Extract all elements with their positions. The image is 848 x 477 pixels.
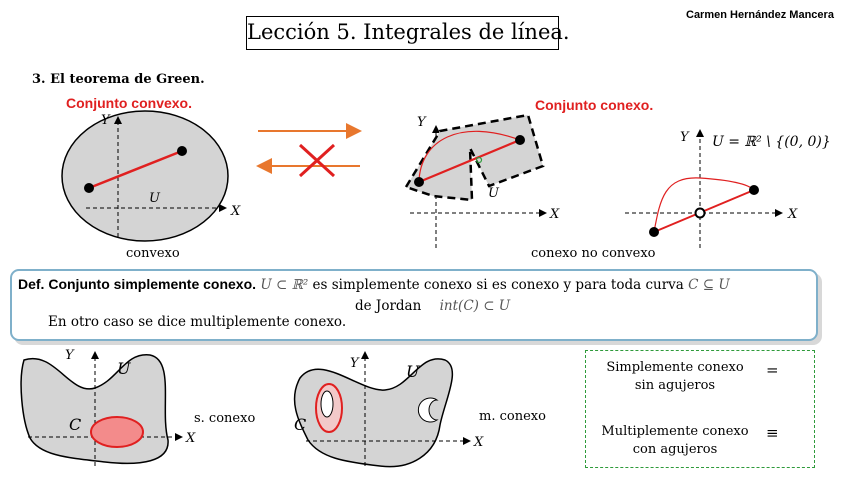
- connected-axis-x-label: X: [550, 207, 560, 222]
- connected-set-label: U: [488, 186, 499, 201]
- connected-figure: [406, 115, 546, 248]
- author-name: Carmen Hernández Mancera: [686, 9, 834, 21]
- multiple-set-label: U: [406, 362, 420, 381]
- connected-axis-y-label: Y: [417, 115, 426, 130]
- definition-text-rest: si es conexo y para toda curva: [476, 277, 684, 293]
- convex-point-a: [84, 183, 94, 193]
- simple-axis-y-label: Y: [65, 348, 74, 363]
- lesson-title: Lección 5. Integrales de línea.: [246, 16, 559, 50]
- punctured-point-a: [649, 227, 659, 237]
- convex-set-label: U: [149, 191, 160, 206]
- punctured-formula: U = ℝ² \ {(0, 0)}: [712, 134, 831, 150]
- convex-figure: [62, 111, 228, 241]
- punctured-point-b: [749, 185, 759, 195]
- convex-heading: Conjunto convexo.: [66, 95, 192, 111]
- definition-text-es: es: [312, 277, 328, 293]
- multiple-curve-label: C: [294, 415, 307, 434]
- hole-oval: [321, 391, 333, 417]
- connected-caption: conexo no convexo: [531, 246, 656, 261]
- simple-curve-c: [91, 417, 143, 447]
- summary-row1-symbol: =: [766, 361, 779, 379]
- definition-math-int: int(C) ⊂ U: [439, 298, 511, 314]
- punctured-curve: [654, 178, 754, 232]
- simple-axis-x-label: X: [186, 431, 196, 446]
- definition-math-c: C ⊆ U: [688, 277, 730, 293]
- convex-axis-y-label: Y: [101, 113, 110, 128]
- definition-line3-underlined: multiplemente conexo.: [190, 314, 347, 330]
- convex-point-b: [177, 146, 187, 156]
- definition-line3-prefix: En otro caso se dice: [48, 314, 186, 330]
- summary-row2-line1: Multiplemente conexo: [601, 424, 749, 439]
- summary-row2-symbol: ≡: [766, 424, 779, 442]
- summary-row-1: [590, 359, 760, 395]
- definition-line-1: [18, 276, 730, 293]
- punctured-axis-x-label: X: [788, 207, 798, 222]
- definition-underlined: simplemente conexo: [331, 277, 473, 293]
- multiple-caption: m. conexo: [479, 409, 546, 424]
- multiple-axis-x-label: X: [474, 435, 484, 450]
- simple-curve-label: C: [69, 415, 82, 434]
- punctured-axis-y-label: Y: [680, 130, 689, 145]
- convex-ellipse: [62, 111, 228, 241]
- definition-title: Def. Conjunto simplemente conexo.: [18, 276, 257, 292]
- implication-arrows: [258, 131, 360, 176]
- definition-math-u: U ⊂ ℝ²: [260, 277, 309, 293]
- connected-polygon: [406, 115, 543, 200]
- convex-axis-x-label: X: [231, 204, 241, 219]
- definition-line-3: [48, 314, 346, 330]
- connected-point-a: [414, 177, 424, 187]
- summary-row1-line1: Simplemente conexo: [606, 360, 744, 375]
- definition-text-jordan: de Jordan: [355, 298, 422, 314]
- convex-caption: convexo: [126, 246, 180, 261]
- definition-line-2: [355, 298, 510, 314]
- origin-hole: [696, 209, 705, 218]
- connected-point-b: [515, 135, 525, 145]
- multiple-axis-y-label: Y: [350, 356, 359, 371]
- simple-example-figure: [21, 352, 182, 466]
- multiple-example-figure: [295, 352, 470, 467]
- summary-row-2: [590, 423, 760, 459]
- simple-caption: s. conexo: [194, 411, 256, 426]
- summary-row2-line2: con agujeros: [632, 442, 718, 457]
- summary-row1-line2: sin agujeros: [634, 378, 716, 393]
- simple-set-label: U: [117, 359, 131, 378]
- connected-heading: Conjunto conexo.: [535, 97, 654, 113]
- section-title: 3. El teorema de Green.: [32, 72, 205, 87]
